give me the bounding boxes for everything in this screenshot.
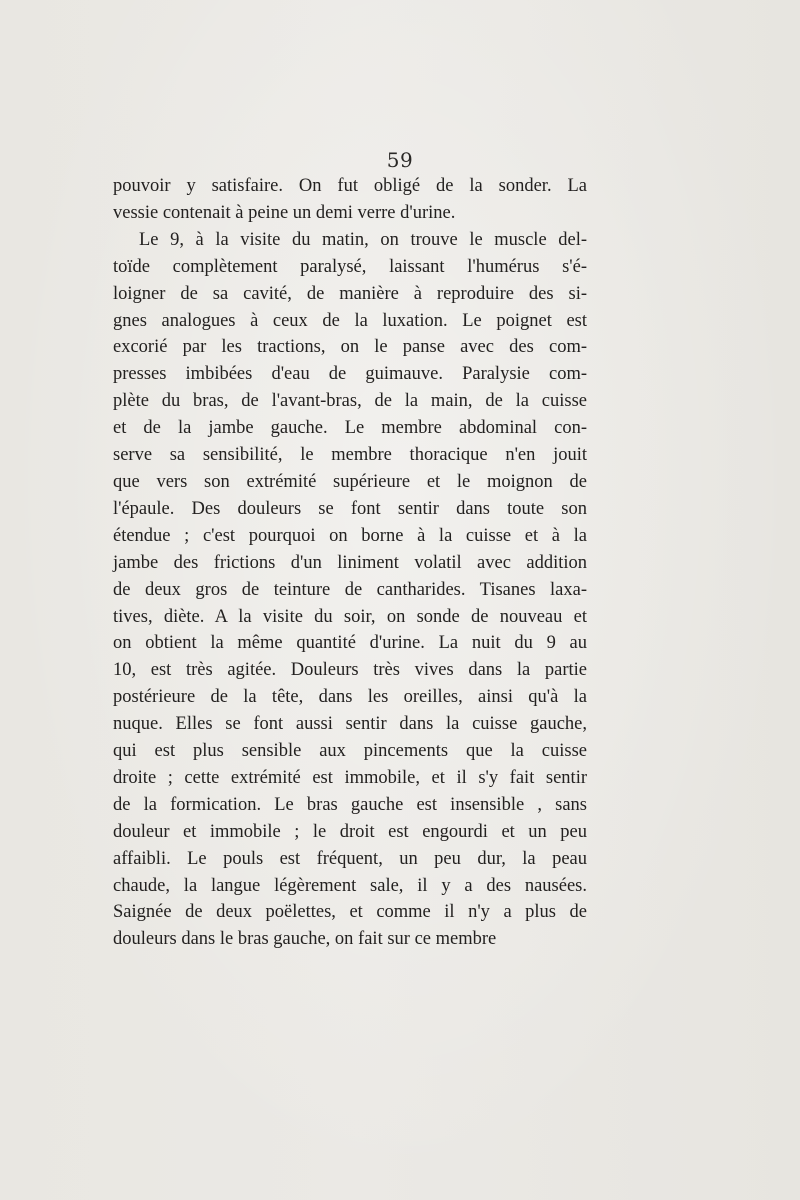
text-line: Le 9, à la visite du matin, on trouve le muscle del- — [139, 229, 587, 250]
text-line: on obtient la même quantité d'urine. La nuit du 9 au — [113, 633, 587, 654]
text-line: Saignée de deux poëlettes, et comme il n'y a plus de — [113, 902, 587, 923]
text-line: plète du bras, de l'avant-bras, de la main, de la cuisse — [113, 391, 587, 412]
text-line: 10, est très agitée. Douleurs très vives dans la partie — [113, 660, 587, 681]
text-line: tives, diète. A la visite du soir, on sonde de nouveau et — [113, 606, 587, 627]
text-line: qui est plus sensible aux pincements que la cuisse — [113, 741, 587, 762]
text-line: postérieure de la tête, dans les oreilles, ainsi qu'à la — [113, 687, 587, 708]
text-line: l'épaule. Des douleurs se font sentir dans toute son — [113, 498, 587, 519]
text-line: droite ; cette extrémité est immobile, et il s'y fait sentir — [113, 767, 587, 788]
body-text — [113, 173, 587, 953]
text-line: vessie contenait à peine un demi verre d'urine. — [113, 202, 456, 223]
text-line: loigner de sa cavité, de manière à reproduire des si- — [113, 283, 587, 304]
text-line: étendue ; c'est pourquoi on borne à la cuisse et à la — [113, 525, 587, 546]
text-line: affaibli. Le pouls est fréquent, un peu dur, la peau — [113, 848, 587, 869]
text-line: gnes analogues à ceux de la luxation. Le poignet est — [113, 310, 587, 331]
text-line: que vers son extrémité supérieure et le moignon de — [113, 471, 587, 492]
text-line: douleurs dans le bras gauche, on fait sur ce membre — [113, 929, 497, 950]
text-line: presses imbibées d'eau de guimauve. Paralysie com- — [113, 364, 587, 385]
text-line: douleur et immobile ; le droit est engourdi et un peu — [113, 821, 587, 842]
text-line: pouvoir y satisfaire. On fut obligé de la sonder. La — [113, 176, 587, 196]
text-line: jambe des frictions d'un liniment volatil avec addition — [113, 552, 587, 573]
text-line: nuque. Elles se font aussi sentir dans la cuisse gauche, — [113, 714, 587, 735]
page-number: 59 — [386, 148, 414, 172]
text-line: serve sa sensibilité, le membre thoracique n'en jouit — [113, 445, 587, 466]
text-line: de la formication. Le bras gauche est insensible , sans — [113, 794, 587, 815]
text-line: chaude, la langue légèrement sale, il y a des nausées. — [113, 875, 587, 896]
text-line: toïde complètement paralysé, laissant l'humérus s'é- — [113, 256, 587, 277]
text-line: et de la jambe gauche. Le membre abdominal con- — [113, 418, 587, 439]
text-line: excorié par les tractions, on le panse avec des com- — [113, 337, 587, 358]
text-line: de deux gros de teinture de cantharides. Tisanes laxa- — [113, 579, 587, 600]
